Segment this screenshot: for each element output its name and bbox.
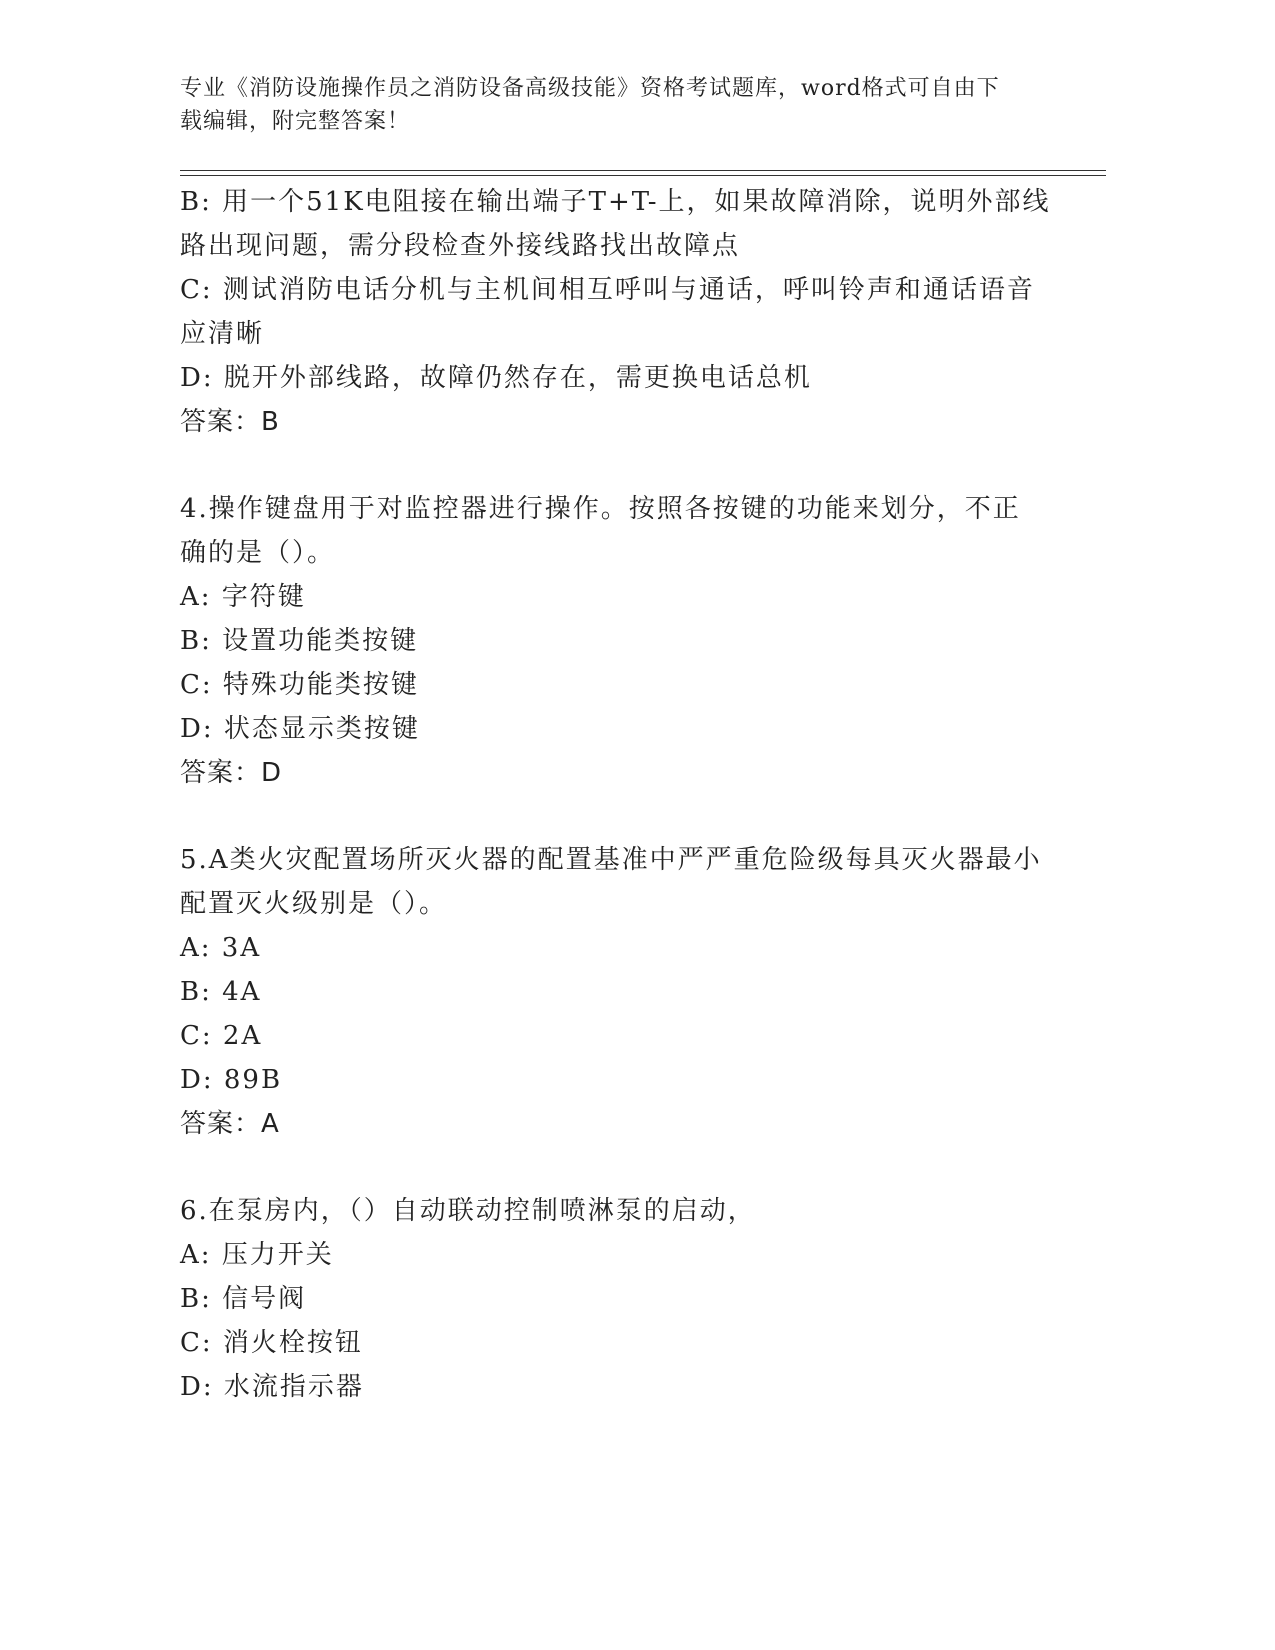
- question-stem: 6.在泵房内，（）自动联动控制喷淋泵的启动，: [180, 1196, 756, 1226]
- question-block: [180, 838, 1060, 1146]
- question-stem: 4.操作键盘用于对监控器进行操作。按照各按键的功能来划分，不正: [180, 494, 1021, 524]
- question-line: B: 用一个51K电阻接在输出端子T+T-上，如果故障消除，说明外部线: [180, 187, 1051, 217]
- option-b: B: 设置功能类按键: [180, 626, 419, 656]
- option-a: A: 3A: [180, 933, 262, 963]
- question-block: [180, 1189, 1060, 1409]
- answer-line: 答案：D: [180, 758, 283, 788]
- header-rule-top: [180, 170, 1106, 171]
- option-b: B: 4A: [180, 977, 262, 1007]
- block-spacer: [180, 1146, 1060, 1189]
- answer-line: 答案：B: [180, 407, 280, 437]
- block-spacer: [180, 795, 1060, 838]
- question-stem: 配置灭火级别是（）。: [180, 889, 448, 919]
- question-line: 应清晰: [180, 319, 265, 349]
- option-d: D: 状态显示类按键: [180, 714, 420, 744]
- question-line: C: 测试消防电话分机与主机间相互呼叫与通话，呼叫铃声和通话语音: [180, 275, 1035, 305]
- question-stem: 5.A类火灾配置场所灭火器的配置基准中严严重危险级每具灭火器最小: [180, 845, 1042, 875]
- question-list: [180, 180, 1060, 1409]
- option-c: C: 消火栓按钮: [180, 1328, 363, 1358]
- question-line: D: 脱开外部线路，故障仍然存在，需更换电话总机: [180, 363, 812, 393]
- option-b: B: 信号阀: [180, 1284, 307, 1314]
- option-d: D: 89B: [180, 1065, 283, 1095]
- option-c: C: 特殊功能类按键: [180, 670, 419, 700]
- question-block: [180, 487, 1060, 795]
- option-a: A: 字符键: [180, 582, 306, 612]
- option-d: D: 水流指示器: [180, 1372, 364, 1402]
- document-header: [180, 72, 1080, 138]
- question-block: [180, 180, 1060, 444]
- option-c: C: 2A: [180, 1021, 263, 1051]
- question-stem: 确的是（）。: [180, 538, 336, 568]
- header-rule-bottom: [180, 175, 1106, 176]
- question-line: 路出现问题，需分段检查外接线路找出故障点: [180, 231, 741, 261]
- option-a: A: 压力开关: [180, 1240, 334, 1270]
- answer-line: 答案：A: [180, 1109, 280, 1139]
- block-spacer: [180, 444, 1060, 487]
- header-line-1: 专业《消防设施操作员之消防设备高级技能》资格考试题库，word格式可自由下: [180, 76, 1000, 101]
- header-line-2: 载编辑，附完整答案！: [180, 109, 411, 134]
